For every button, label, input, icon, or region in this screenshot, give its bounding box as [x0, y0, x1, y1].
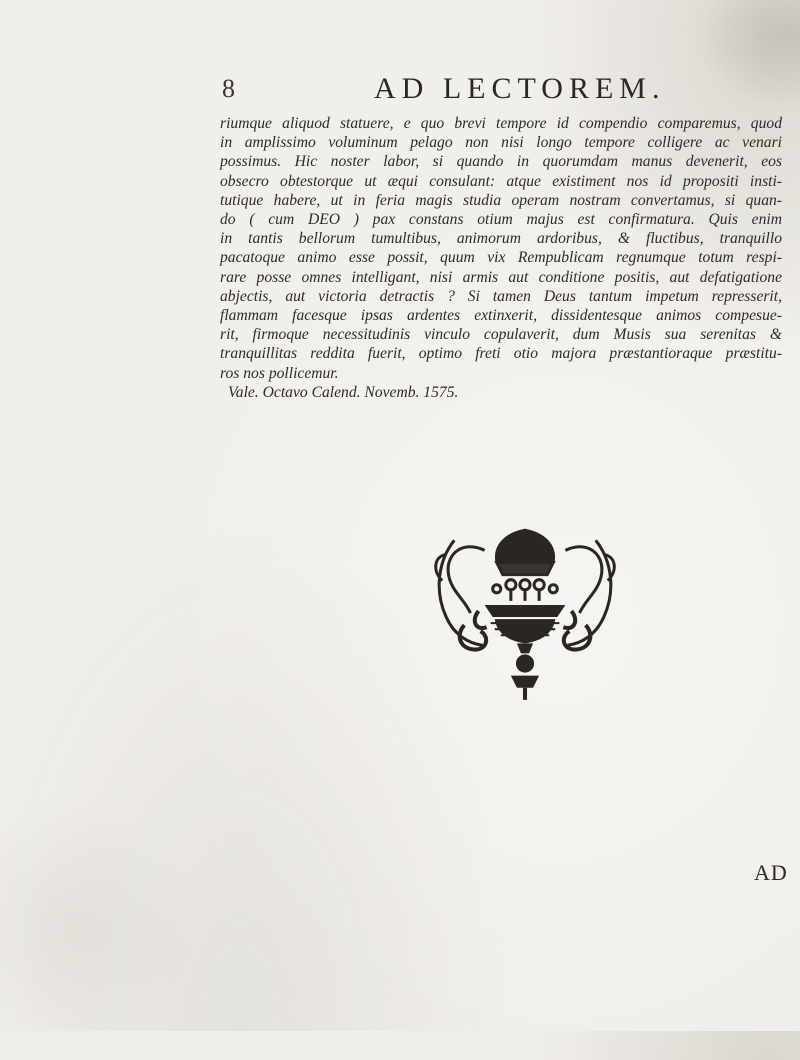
- text-line: abjectis, aut victoria detractis ? Si tamen Deus tantum impetum represserit,: [220, 287, 782, 305]
- text-line: tranquillitas reddita fuerit, optimo freti otio majora præstantioraque præstitu-: [220, 345, 782, 363]
- body-text: [220, 114, 782, 402]
- text-line: in tantis bellorum tumultibus, animorum ardoribus, & fluctibus, tranquillo: [220, 230, 782, 248]
- text-line: obsecro obtestorque ut æqui consulant: atque existiment nos id propositi insti-: [220, 172, 782, 190]
- text-line: flammam facesque ipsas ardentes extinxerit, dissidentesque animos compesue-: [220, 307, 782, 325]
- text-line: rit, firmoque necessitudinis vinculo copulaverit, dum Musis sua serenitas &: [220, 326, 782, 344]
- page-header: [222, 72, 782, 112]
- printers-device-fleuron-icon: [424, 520, 626, 702]
- text-line: do ( cum DEO ) pax constans otium majus est confirmatura. Quis enim: [220, 211, 782, 229]
- text-line: ros nos pollicemur.: [220, 364, 339, 382]
- text-line: pacatoque animo esse possit, quum vix Rempublicam regnumque totum respi-: [220, 249, 782, 267]
- catchword: AD: [754, 860, 788, 885]
- text-line: in amplissimo voluminum pelago non nisi longo tempore colligere ac venari: [220, 134, 782, 152]
- text-line: possimus. Hic noster labor, si quando in quorumdam manus devenerit, eos: [220, 153, 782, 171]
- text-line: tutique habere, ut in feria magis studia operam nostram convertamus, si quan-: [220, 191, 782, 209]
- page-number: 8: [222, 74, 235, 103]
- text-line: riumque aliquod statuere, e quo brevi tempore id compendio comparemus, quod: [220, 115, 782, 132]
- closing-line: Vale. Octavo Calend. Novemb. 1575.: [228, 383, 459, 401]
- running-head: AD LECTOREM.: [374, 72, 666, 105]
- paper-stain: [0, 800, 200, 1060]
- text-line: rare posse omnes intelligant, nisi armis aut conditione positis, aut defatigatione: [220, 268, 782, 286]
